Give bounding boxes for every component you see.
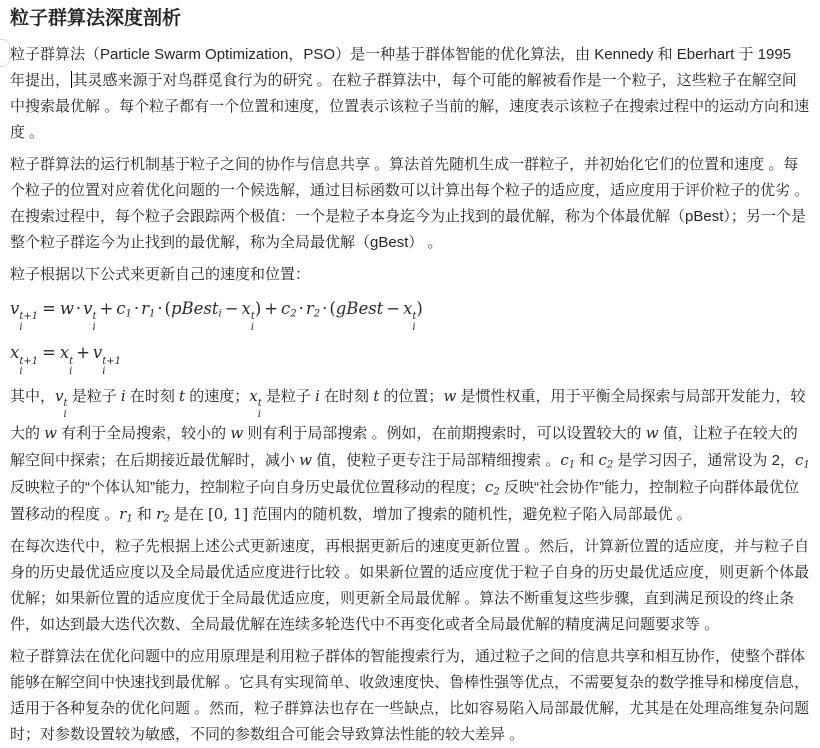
math-token: x t i [241,299,255,333]
math-token: v t i [55,386,68,420]
math-token: = [42,299,56,318]
text-run: 是惯性权重，用于平衡全局探索与局部开发能力，较大的 [10,387,806,443]
paragraph-mechanism[interactable] [10,152,810,256]
text-run: 的位置； [379,387,444,405]
text-run: 在每次迭代中，粒子先根据上述公式更新速度，再根据更新后的速度更新位置 。然后，计算新位置的适应度，并与粒子自身的历史最优适应度以及全局最优适应度进行比较 。如果新位置的适应度优于粒子自身的历史最优适应度，则更新个体最优解；如果新位置的适应度优于全局最优适应度，则更新全局最优解 。算法不断重复这些步骤，直到满足预设的终止条件，如达到最大迭代次数、全局最优解在连续多轮迭代中不再变化或者全局最优解的精度满足问题要求等 。 [10,538,810,634]
math-token: [0, 1] [207,505,249,524]
math-token: w [44,424,58,443]
inline-math [485,478,500,496]
math-token: x t+1 i [10,343,39,378]
math-token: w [443,386,457,405]
text-run: 是学习因子，通常设为 2， [613,452,795,470]
math-token: $r_2$ [305,299,321,320]
math-token: ) [416,299,423,318]
math-token: i [120,386,126,405]
text-run: 粒子根据以下公式来更新自己的速度和位置： [10,266,311,283]
math-token: − [386,299,401,318]
text-run: 在时刻 [319,387,374,405]
math-token: x t i [249,386,262,420]
text-run: 反映粒子的“个体认知”能力，控制粒子向自身历史最优位置移动的程度； [10,479,485,497]
text-run: 和 [575,452,599,470]
inline-math [156,505,170,523]
text-run: 粒子群算法（Particle Swarm Optimization，PSO）是一种基于群体智能的优化算法，由 Kennedy 和 Eberhart 于 1995 年提出， [10,46,792,89]
math-token: t [179,386,186,405]
math-token: · [298,299,304,318]
text-run: 反映“社会协作”能力，控制粒子向群体最优位置移动的程度 。 [10,479,799,524]
paragraph-parameters[interactable] [10,383,810,528]
inline-math [443,387,456,405]
math-token: x t i [59,343,74,378]
text-run: 则有利于局部搜索 。例如，在前期搜索时，可以设置较大的 [243,425,646,443]
inline-math [646,424,659,442]
inline-math [119,505,133,523]
math-token: + [264,299,279,318]
math-token: w [645,424,659,443]
inline-math [208,505,248,523]
text-run: 是粒子 [261,387,316,405]
math-token: ( [164,299,171,318]
math-token: gBest [335,299,384,318]
math-token: $c_1$ [116,299,132,320]
math-token: · [157,299,163,318]
inline-math [249,386,262,420]
inline-math [55,386,68,420]
text-run: 其灵感来源于对鸟群觅食行为的研究 。在粒子群算法中，每个可能的解被看作是一个粒子，这些粒子在解空间中搜索最优解 。每个粒子都有一个位置和速度，位置表示该粒子当前的解，速度表示该粒子在搜索过程中的运动方向和速度 。 [10,72,810,141]
inline-math [299,451,312,469]
text-run: 和 [132,506,157,524]
math-token: ) [254,299,262,318]
document-body [10,42,810,748]
inline-math [795,451,810,469]
math-token: $r_1$ [141,299,156,320]
math-token: = [42,343,56,363]
paragraph-overview[interactable] [10,42,810,146]
paragraph-formula-intro[interactable] [10,262,810,288]
math-token: $c_1$ [794,451,810,471]
math-token: w [299,451,313,470]
math-token: w [230,424,244,443]
text-run: 是粒子 [67,387,121,405]
text-run: 粒子群算法在优化问题中的应用原理是利用粒子群体的智能搜索行为，通过粒子之间的信息共享和相互协作，使整个群体能够在解空间中快速找到最优解 。它具有实现简单、收敛速度快、鲁棒性强等优点，不需要复杂的数学推导和梯度信息，适用于各种复杂的优化问题 。然而，粒子群算法也存在一些缺点，比如容易陷入局部最优解，尤其是在处理高维复杂问题时；对参数设置较为敏感，不同的参数组合可能会导致算法性能的较大差异 。 [10,648,810,744]
math-token: − [224,299,239,318]
text-run: 的速度； [185,387,250,405]
text-run: 在时刻 [125,387,180,405]
inline-math [560,451,575,469]
math-token: i [315,386,320,405]
math-token: $c_2$ [281,299,297,320]
math-token: t [373,386,380,405]
math-token: $c_1$ [560,451,576,471]
text-run: 粒子群算法的运行机制基于粒子之间的协作与信息共享 。算法首先随机生成一群粒子，并初始化它们的位置和速度 。每个粒子的位置对应着优化问题的一个候选解，通过目标函数可以计算出每个粒子的适应度，适应度用于评价粒子的优劣 。在搜索过程中，每个粒子会跟踪两个极值：一个是粒子本身迄今为止找到的最优解，称为个体最优解（pBest）；另一个是整个粒子群迄今为止找到的最优解，称为全局最优解（gBest） 。 [10,156,810,251]
text-run: 范围内的随机数，增加了搜索的随机性，避免粒子陷入局部最优 。 [248,506,692,524]
inline-math [44,424,57,442]
math-token: + [76,343,90,363]
math-token: pBest$_i$ [170,299,222,320]
math-token: · [322,299,328,318]
math-token: $c_2$ [485,478,500,498]
text-run: 值，让粒子在较大的解空间中探索；在后期接近最优解时，减小 [10,425,798,470]
paragraph-iteration[interactable] [10,534,810,638]
math-token: $r_2$ [156,505,170,525]
text-run: 是在 [169,506,208,524]
text-run: 其中， [10,387,56,405]
position-update-formula[interactable] [10,338,810,377]
inline-math [598,451,613,469]
math-token: w [59,299,74,318]
math-token: x t i [403,299,417,333]
math-token: ( [329,299,336,318]
math-token: · [133,299,140,318]
page-title[interactable]: 粒子群算法深度剖析 [10,8,182,29]
math-token: v t+1 i [10,299,39,333]
math-token: $r_1$ [119,505,133,525]
math-token: · [75,299,82,318]
math-token: v t i [83,299,97,333]
text-run: 有利于全局搜索，较小的 [57,425,231,443]
math-token: v t+1 i [92,343,122,378]
velocity-update-formula[interactable] [10,294,810,333]
math-token: $c_2$ [598,451,614,471]
inline-math [230,424,243,442]
paragraph-pros-cons[interactable] [10,644,810,748]
text-run: 值，使粒子更专注于局部精细搜索 。 [312,452,561,470]
block-handle-outline[interactable] [0,39,10,67]
math-token: + [99,299,114,318]
